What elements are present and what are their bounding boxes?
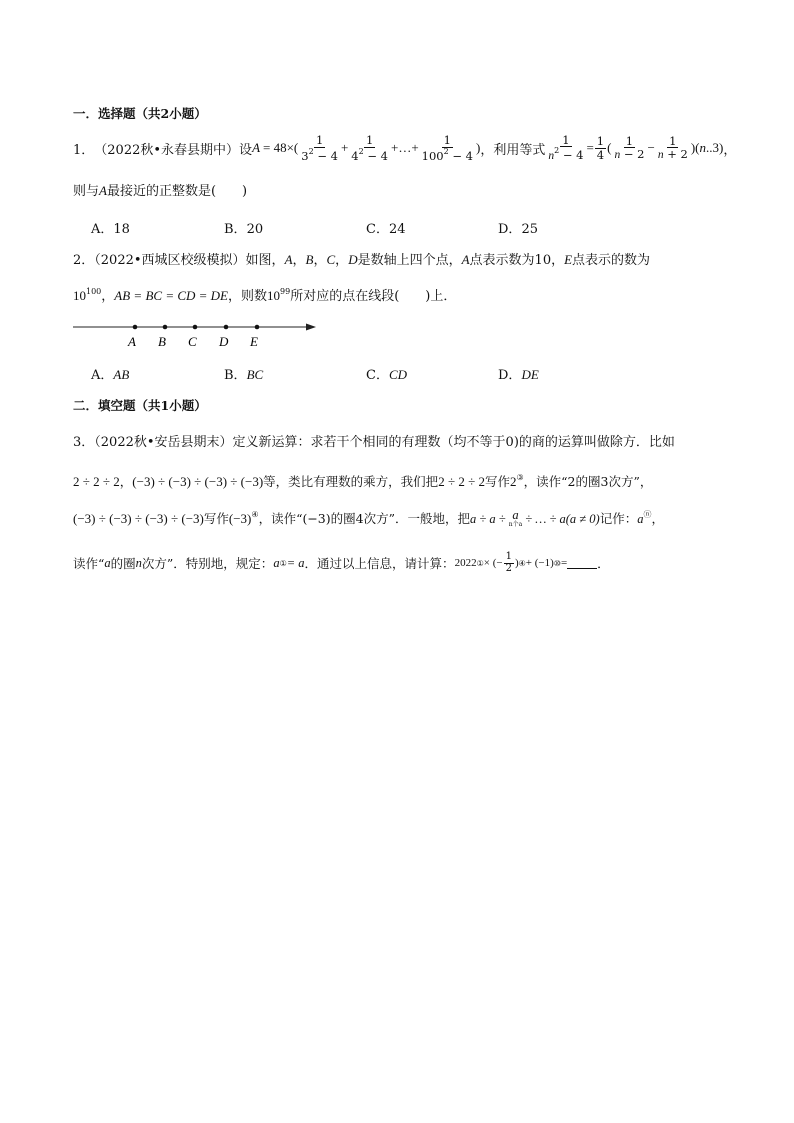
operator: (	[607, 140, 612, 155]
option-b[interactable]: B．20	[224, 222, 264, 237]
question-3-line-4: 读作“ a 的圈 n 次方”．特别地，规定： a ① = a ．通过以上信息，请计算： 2022 ① × (− $\frac{1}{2}$ ) ④ + (−1) ⑩ = ．	[73, 551, 610, 574]
equation: AB = BC = CD = DE	[114, 288, 228, 303]
question-text: 设	[239, 142, 253, 158]
option-d[interactable]: D．DE	[498, 367, 539, 383]
question-text: 最接近的正整数是( )	[106, 184, 248, 199]
option-c[interactable]: C．24	[366, 222, 406, 237]
fraction: $\frac{1}{4}$	[596, 134, 605, 162]
underbrace-group: a n个a	[508, 508, 523, 528]
number-line	[70, 316, 330, 350]
option-b[interactable]: B．BC	[224, 367, 264, 383]
point-d	[224, 325, 229, 330]
axis-arrow	[306, 324, 316, 331]
question-3-line-2: 2 ÷ 2 ÷ 2，(−3) ÷ (−3) ÷ (−3) ÷ (−3)等，类比有理数的乘方，我们把2 ÷ 2 ÷ 2写作2③，读作“2的圈3次方”，	[73, 473, 653, 489]
operator: −	[647, 140, 655, 155]
label-e: E	[250, 334, 258, 349]
operator: =	[586, 140, 594, 155]
fraction: $\frac{1}{n^2 - 4}$	[548, 132, 584, 162]
condition: ..3)	[706, 140, 724, 155]
variable: A	[99, 183, 107, 198]
fraction: $\frac{1}{100^2 - 4}$	[421, 133, 473, 163]
variable: n	[699, 140, 706, 155]
label-a: A	[128, 334, 136, 349]
label-d: D	[219, 334, 229, 349]
point-a	[133, 325, 138, 330]
variable: A	[252, 140, 261, 155]
question-2-line-1: 2．（2022•西城区校级模拟）如图，A，B，C，D是数轴上四个点，A点表示数为10，E点表示的数为	[73, 252, 651, 268]
point-e	[255, 325, 260, 330]
question-1-line-1	[73, 131, 736, 165]
question-text: 则与	[73, 184, 100, 199]
option-a[interactable]: A．18	[91, 222, 130, 237]
label-c: C	[188, 334, 197, 349]
operator: +	[340, 140, 349, 155]
fraction: $\frac{1}{n + 2}$	[657, 133, 688, 161]
section-heading-choice: 一．选择题（共2小题）	[73, 106, 207, 121]
option-a[interactable]: A．AB	[91, 367, 130, 383]
question-text: ，利用等式	[480, 142, 546, 158]
fraction: $\frac{1}{2}$	[505, 551, 512, 574]
point-b	[163, 325, 168, 330]
answer-blank[interactable]	[567, 558, 597, 569]
operator: +…+	[390, 140, 419, 155]
question-3-line-3: (−3) ÷ (−3) ÷ (−3) ÷ (−3)写作(−3)④，读作“(−3)的圈4次方”．一般地，把a ÷ a ÷ a n个a ÷ … ÷ a(a ≠ 0)记作：aⓝ，	[73, 508, 664, 528]
option-c[interactable]: C．CD	[366, 367, 408, 383]
punctuation: ，	[723, 142, 737, 158]
fraction: $\frac{1}{3^2 - 4}$	[301, 133, 338, 163]
label-b: B	[158, 334, 166, 349]
option-d[interactable]: D．25	[498, 222, 538, 237]
operator: )	[475, 140, 481, 155]
question-number: 1．	[73, 142, 95, 158]
operator: )(	[690, 140, 700, 155]
section-heading-fill: 二．填空题（共1小题）	[73, 398, 207, 413]
math-expr: = 48×(	[263, 140, 299, 155]
point-c	[193, 325, 198, 330]
fraction: $\frac{1}{4^2 - 4}$	[351, 133, 388, 163]
question-1-line-2	[73, 180, 247, 199]
fraction: $\frac{1}{n - 2}$	[614, 133, 645, 161]
question-3-line-1: 3．（2022秋•安岳县期末）定义新运算：求若干个相同的有理数（均不等于0)的商的运算叫做除方．比如	[73, 435, 675, 450]
question-2-line-2: $10^{100}$，AB = BC = CD = DE，则数$10^{99}$所对应的点在线段( )上．	[73, 287, 457, 304]
question-source: （2022秋•永春县期中）	[94, 142, 240, 158]
